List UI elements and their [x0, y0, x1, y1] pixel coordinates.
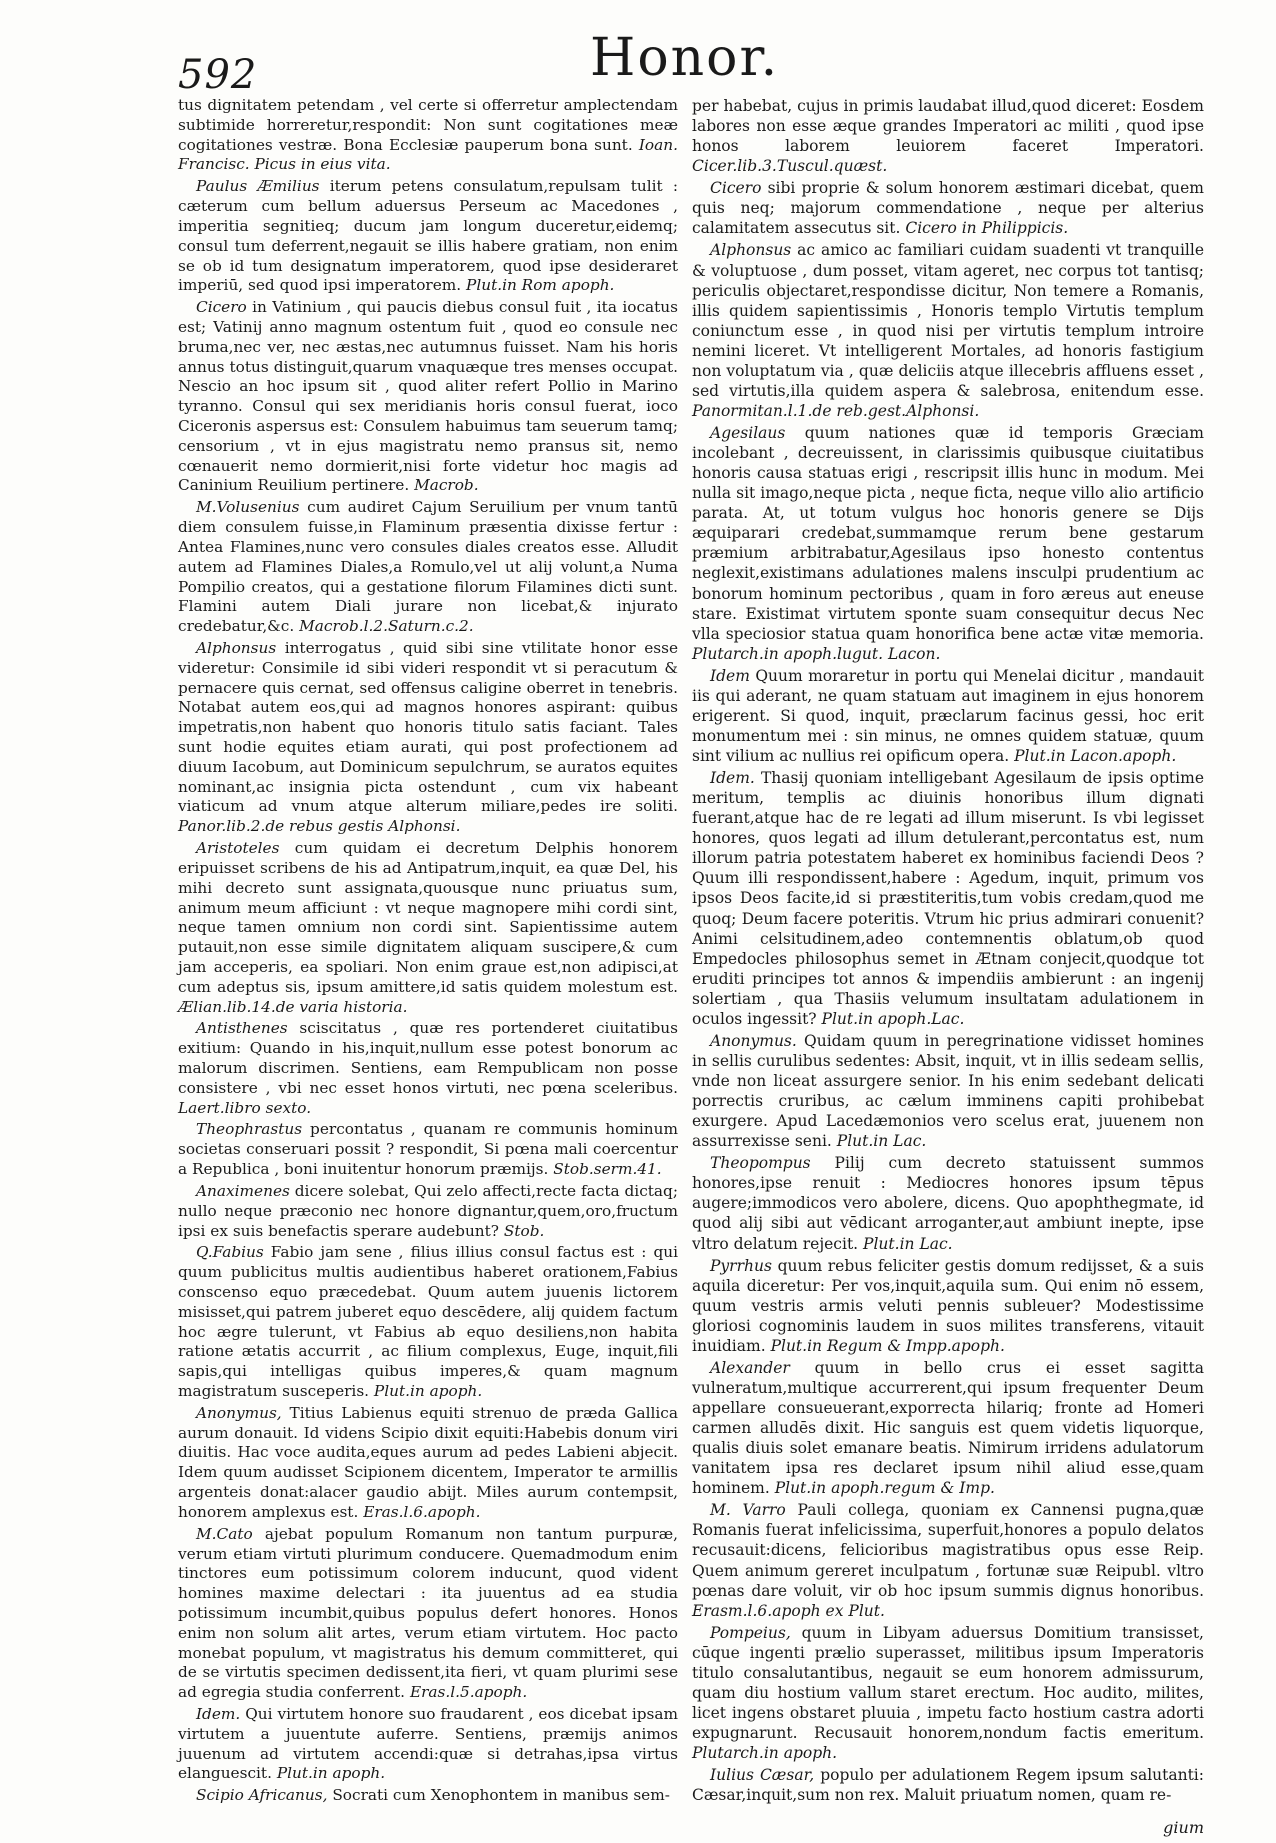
- speaker-name: Agesilaus: [710, 424, 786, 442]
- entry-text: cum audiret Cajum Seruilium per vnum tantū diem consulem fuisse,in Flaminum præsentia dixisse fertur : Antea Flamines,nunc vero consules diales creatos esse. Alludit autem ad Flamines Diales,a Romulo,vel ut alij volunt,a Numa Pompilio creatos, qui a gestatione filorum Filamines dicti sunt. Flamini autem Diali jurare non licebat,& injurato credebatur,&c.: [178, 498, 678, 636]
- source-citation: Macrob.l.2.Saturn.c.2.: [299, 617, 474, 636]
- source-citation: Stob.: [503, 1221, 545, 1240]
- apophthegm-entry: [178, 298, 678, 496]
- entry-text: Socrati cum Xenophontem in manibus sem-: [332, 1786, 670, 1805]
- entry-text: Pilij cum decreto statuissent summos honores,ipse renuit : Mediocres honores ipsum tēpus augere;immodicos vero abolere, dicens. Quo apophthegmate, id quod alij sibi aut vēdicant arroganter,aut ambiunt inepte, ipse vltro delatum rejecit.: [692, 1154, 1204, 1253]
- entry-text: per habebat, cujus in primis laudabat illud,quod diceret: Eosdem labores non esse æque grandes Imperatori ac militi , quod ipse honos laborem leuiorem faceret Imperatori.: [692, 97, 1204, 156]
- apophthegm-entry: [178, 96, 678, 175]
- entry-text: tus dignitatem petendam , vel certe si offerretur amplectendam subtimide horreretur,respondit: Non sunt cogitationes meæ cogitationes vestræ. Bona Ecclesiæ pauperum bona sunt.: [178, 96, 678, 154]
- entry-text: dicere solebat, Qui zelo affecti,recte facta dictaq; nullo neque præconio nec honore dignantur,quem,oro,fructum ipsi ex suis benefactis sperare audebunt?: [178, 1181, 678, 1240]
- entry-text: Titius Labienus equiti strenuo de præda Gallica aurum donauit. Id videns Scipio dixit equiti:Habebis donum viri diuitis. Hac voce audita,eques aurum ad pedes Labieni abjecit. Idem quum audisset Scipionem dicentem, Imperator te armillis argenteis donat:alacer gaudio abijt. Miles aurum contempsit, honorem amplexus est.: [178, 1403, 678, 1521]
- speaker-name: Pompeius,: [710, 1623, 791, 1642]
- entry-text: sibi proprie & solum honorem æstimari dicebat, quem quis neq; majorum commendatione , neque per alterius calamitatem assecutus sit.: [692, 179, 1204, 238]
- entry-text: interrogatus , quid sibi sine vtilitate honor esse videretur: Consimile id sibi videri respondit vt si peracutum & pernacere quis cernat, sed offensus caligine oberret in tenebris. Notabat autem eos,qui ad magnos honores aspirant: quibus impetratis,non habent quo honoris titulo satis faciant. Tales sunt hodie equites etiam aurati, qui post profectionem ad diuum Iacobum, aut Dominicum sepulchrum, se auratos equites nominant,ac insignia picta ostendunt , cum vix habeant viaticum ad vnum atque alterum miliare,pedes ire soliti.: [178, 638, 678, 816]
- entry-text: sciscitatus , quæ res portenderet ciuitatibus exitium: Quando in his,inquit,nullum esse potest bonorum ac malorum discrimen. Sentiens, eam Rempublicam non posse consistere , vbi nec esset honos virtuti, nec pœna sceleribus.: [178, 1019, 678, 1097]
- entry-text: quum in bello crus ei esset sagitta vulneratum,multique accurrerent,qui ipsum frequenter Deum appellare consueuerant,exporrecta hilariq; fronte ad Homeri carmen alludēs dixit. Hic sanguis est quem videtis liquorque, qualis diuis solet emanare beatis. Nimirum irridens adulatorum vanitatem ipsa res declaret ipsum nihil aliud esse,quam hominem.: [692, 1358, 1205, 1498]
- speaker-name: Paulus Æmilius: [196, 177, 320, 196]
- source-citation: Plutarch.in apoph.: [692, 1744, 838, 1763]
- entry-text: Thasij quoniam intelligebant Agesilaum de ipsis optime meritum, templis ac diuinis honoribus illum dignati fuerant,atque hac de re legati ad illum miserunt. Is vbi legisset honores, quos legati ad illum detulerant,percontatus est, num illorum patria potestatem haberet ex hominibus faciendi Deos ? Quum illi respondissent,habere : Agedum, inquit, primum vos ipsos Deos facite,id si præstiteritis,tum vobis credam,quod me quoq; Deum facere poteritis. Vtrum hic prius admirari conuenit? Animi celsitudinem,adeo contemnentis oblatum,ob quod Empedocles philosophus semet in Ætnam conjecit,quodque tot eruditi principes tot annos & impendiis ambierunt : an ingenij solertiam , qua Thasiis velumum insultatam adulationem in oculos ingessit?: [692, 769, 1204, 1028]
- source-citation: Cicer.lib.3.Tuscul.quæst.: [692, 157, 888, 176]
- source-citation: Plut.in apoph.Lac.: [821, 1009, 965, 1028]
- apophthegm-entry: [178, 177, 678, 296]
- entry-text: Fabio jam sene , filius illius consul factus est : qui quum publicitus multis audientibus haberet orationem,Fabius conscenso equo præcedebat. Quum autem juuenis lictorem misisset,qui patrem juberet equo descēdere, alij quidem factum hoc ægre tulerunt, vt Fabius ab equo desiliens,non habita ratione ætatis accurrit , ac filium complexus, Euge, inquit,fili sapis,qui intelligas quibus imperes,& quam magnum magistratum susceperis.: [178, 1243, 678, 1400]
- source-citation: Plut.in Regum & Impp.apoph.: [770, 1336, 1005, 1355]
- speaker-name: M. Varro: [710, 1501, 786, 1520]
- speaker-name: Idem.: [710, 769, 755, 788]
- speaker-name: Cicero: [196, 298, 247, 317]
- apophthegm-entry: [178, 1182, 678, 1241]
- apophthegm-entry: [692, 1358, 1204, 1498]
- speaker-name: M.Cato: [196, 1524, 253, 1543]
- source-citation: Plut.in apoph.: [373, 1382, 483, 1400]
- apophthegm-entry: [692, 1031, 1204, 1151]
- entry-text: Pauli collega, quoniam ex Cannensi pugna,quæ Romanis fuerat infelicissima, superfuit,honores a populo delatos recusauit:dicens, felicioribus magistratibus opus esse Reip. Quem animum gereret inculpatum , fortunæ suæ Reipubl. vltro pœnas dare voluit, vir ob hoc ipsum summis dignus honoribus.: [692, 1501, 1204, 1600]
- apophthegm-entry: [692, 1623, 1204, 1763]
- apophthegm-entry: [692, 1500, 1204, 1620]
- source-citation: Laert.libro sexto.: [178, 1098, 312, 1117]
- apophthegm-entry: [178, 839, 678, 1017]
- apophthegm-entry: [692, 768, 1204, 1029]
- right-column: [692, 96, 1204, 1807]
- source-citation: Plut.in Lacon.apoph.: [1014, 747, 1177, 765]
- apophthegm-entry: [178, 1404, 678, 1523]
- speaker-name: Idem: [710, 666, 750, 685]
- speaker-name: Alexander: [710, 1358, 790, 1377]
- catchword: gium: [1163, 1818, 1204, 1837]
- speaker-name: Antisthenes: [196, 1019, 288, 1038]
- entry-text: populo per adulationem Regem ipsum salutanti: Cæsar,inquit,sum non rex. Maluit priuatum nomen, quam re-: [692, 1766, 1204, 1805]
- running-head: Honor.: [590, 28, 780, 88]
- entry-text: ac amico ac familiari cuidam suadenti vt tranquille & voluptuose , dum posset, vitam ageret, nec corpus tot tantisq; periculis objectaret,respondisse dicitur, Non temere a Romanis, illis quidem sapientissimis , Honoris templo Virtutis templum coniunctum esse , in quod nisi per virtutis templum introire nemini liceret. Vt intelligerent Mortales, ad honoris fastigium non voluptatum via , quæ deliciis atque illecebris affluens esset , sed virtutis,illa quidem aspera & salebrosa, enitendum esse.: [692, 241, 1204, 400]
- entry-text: quum nationes quæ id temporis Græciam incolebant , decreuissent, in clarissimis quibusque ciuitatibus honoris causa statuas erigi , rescripsit illis hunc in modum. Mei nulla sit imago,neque picta , neque ficta, neque villo alio artificio parata. At, ut totum vulgus hoc honoris genere se Dijs æquiparari credebat,summamque rerum bene gestarum præmium arbitrabatur,Agesilaus ipso honesto contentus neglexit,existimans adulationes malens insculpi prudentium ac bonorum hominum pectoribus , quam in foro æreus aut eneuse stare. Existimat virtutem sponte suam consequitur decus Nec vlla speciosior statua quam honorifica bene actæ vitæ memoria.: [692, 424, 1204, 643]
- apophthegm-entry: [178, 1243, 678, 1402]
- apophthegm-entry: [692, 1256, 1204, 1356]
- source-citation: Ioan. Francisc. Picus in eius vita.: [178, 135, 678, 174]
- source-citation: Plut.in Lac.: [863, 1234, 953, 1253]
- apophthegm-entry: [692, 96, 1204, 176]
- entry-text: ajebat populum Romanum non tantum purpuræ, verum etiam virtuti plurimum conducere. Quemadmodum enim tinctores eum potissimum colorem inducunt, quod vident homines maxime delectari : ita juuentus ad ea studia potissimum incumbit,quibus populus defert honores. Honos enim non solum alit artes, verum etiam virtutem. Hoc pacto monebat populum, vt magistratus his demum committeret, qui de se virtutis specimen dedissent,ita fieri, vt quam plurimi sese ad egregia studia conferrent.: [178, 1524, 678, 1702]
- speaker-name: Scipio Africanus,: [196, 1786, 328, 1805]
- speaker-name: Pyrrhus: [710, 1256, 772, 1275]
- source-citation: Panor.lib.2.de rebus gestis Alphonsi.: [178, 817, 461, 836]
- speaker-name: M.Volusenius: [196, 498, 300, 517]
- speaker-name: Theopompus: [710, 1154, 811, 1173]
- apophthegm-entry: [178, 1786, 678, 1806]
- entry-text: cum quidam ei decretum Delphis honorem eripuisset scribens de his ad Antipatrum,inquit, ea quæ Del, his mihi decreto sunt assignata,quousque nunc priuatus sum, animum meum afficiunt : vt neque magnopere mihi cordi sint, neque tamen omnium non cordi sint. Sapientissime autem putauit,non esse simile dignitatem aliquam suscipere,& cum jam acceperis, ea spoliari. Non enim graue est,non adipisci,at cum adeptus sis, ipsum amittere,id satis quidem molestum est.: [178, 839, 678, 996]
- left-column: [178, 96, 678, 1808]
- speaker-name: Cicero: [710, 179, 762, 198]
- speaker-name: Alphonsus: [196, 638, 277, 657]
- apophthegm-entry: [178, 1019, 678, 1118]
- apophthegm-entry: [692, 1153, 1204, 1253]
- source-citation: Eras.l.6.apoph.: [363, 1502, 481, 1521]
- source-citation: Plutarch.in apoph.lugut. Lacon.: [692, 644, 941, 663]
- entry-text: Qui virtutem honore suo fraudarent , eos dicebat ipsam virtutem a juuentute auferre. Sentiens, præmijs animos juuenum ad virtutem accendi:quæ si detrahas,ipsa virtus elanguescit.: [178, 1705, 678, 1783]
- source-citation: Cicero in Philippicis.: [905, 219, 1069, 238]
- source-citation: Macrob.: [414, 476, 479, 495]
- apophthegm-entry: [692, 666, 1204, 766]
- speaker-name: Alphonsus: [710, 241, 792, 260]
- entry-text: quum in Libyam aduersus Domitium transisset, cūque ingenti prælio superasset, militibus ipsum Imperatoris titulo consalutantibus, negauit se eum honorem admissurum, quam diu hostium vallum staret erectum. Hoc audito, milites, licet ingens obstaret pluuia , impetu facto hostium castra adorti expugnarunt. Recusauit honorem,nondum factis emeritum.: [692, 1623, 1204, 1742]
- speaker-name: Anonymus.: [710, 1031, 797, 1050]
- folio-number: 592: [178, 52, 258, 98]
- speaker-name: Anonymus,: [196, 1403, 282, 1422]
- entry-text: percontatus , quanam re communis hominum societas conseruari possit ? respondit, Si pœna mali coercentur a Republica , boni inuitentur honorum præmijs.: [178, 1120, 678, 1179]
- apophthegm-entry: [178, 498, 678, 637]
- speaker-name: Anaximenes: [196, 1181, 290, 1200]
- apophthegm-entry: [692, 240, 1204, 421]
- source-citation: Plut.in apoph.: [276, 1764, 386, 1783]
- source-citation: Eras.l.5.apoph.: [409, 1683, 528, 1702]
- entry-text: Quidam quum in peregrinatione vidisset homines in sellis curulibus sedentes: Absit, inquit, vt in illis sedeam sellis, vnde non liceat assurgere senior. In his enim sedebant delicati porrectis cruribus, ac cælum imminens capiti prohibebat exurgere. Apud Lacedæmonios vero scelus erat, juuenem non assurrexisse seni.: [692, 1031, 1204, 1151]
- speaker-name: Q.Fabius: [196, 1243, 264, 1262]
- apophthegm-entry: [178, 639, 678, 837]
- entry-text: Quum moraretur in portu qui Menelai dicitur , mandauit iis qui aderant, ne quam statuam aut imaginem in ejus honorem erigerent. Si quod, inquit, præclarum facinus gessi, hoc erit monumentum mei : sin minus, ne omnes quidem statuæ, quum sint vilium ac nullius rei opificum opera.: [692, 666, 1204, 765]
- apophthegm-entry: [692, 423, 1204, 664]
- speaker-name: Idem.: [196, 1705, 241, 1723]
- source-citation: Plut.in apoph.regum & Imp.: [774, 1479, 995, 1498]
- entry-text: quum rebus feliciter gestis domum redijsset, & a suis aquila diceretur: Per vos,inquit,aquila sum. Qui enim nō essem, quum vestris armis veluti pennis subleuer? Modestissime gloriosi cognominis laudem in suos milites transferens, vitauit inuidiam.: [692, 1256, 1204, 1355]
- speaker-name: Iulius Cæsar,: [710, 1766, 815, 1785]
- source-citation: Stob.serm.41.: [553, 1160, 662, 1179]
- apophthegm-entry: [178, 1120, 678, 1179]
- apophthegm-entry: [692, 1765, 1204, 1805]
- entry-text: iterum petens consulatum,repulsam tulit : cæterum cum bellum aduersus Perseum ac Macedones , imperitia segnitieq; ducum jam longum duceretur,eidemq; consul tum deferrent,negauit se illis habere gratiam, non enim se ob id tum designatum imperatorem, quod ipse desideraret imperiū, sed quod ipsi imperatorem.: [178, 177, 678, 295]
- apophthegm-entry: [178, 1525, 678, 1703]
- source-citation: Panormitan.l.1.de reb.gest.Alphonsi.: [692, 401, 980, 420]
- source-citation: Ælian.lib.14.de varia historia.: [178, 997, 408, 1016]
- source-citation: Erasm.l.6.apoph ex Plut.: [692, 1601, 885, 1620]
- source-citation: Plut.in Lac.: [836, 1132, 927, 1151]
- speaker-name: Theophrastus: [196, 1120, 303, 1139]
- source-citation: Plut.in Rom apoph.: [466, 276, 615, 295]
- apophthegm-entry: [692, 178, 1204, 238]
- apophthegm-entry: [178, 1705, 678, 1784]
- entry-text: in Vatinium , qui paucis diebus consul fuit , ita iocatus est; Vatinij anno magnum ostentum fuit , quod eo consule nec bruma,nec ver, nec æstas,nec autumnus fuisset. Nam his horis annus totus distinguit,quarum vnaquæque tres menses occupat. Nescio an hoc ipsum sit , quod aliter refert Pollio in Marino tyranno. Consul qui sex meridianis horis consul fuerat, ioco Ciceronis aspersus est: Consulem habuimus tam seuerum tamq; censorium , vt in ejus magistratu nemo pransus sit, nemo cœnauerit nemo dormierit,nisi forte videtur hoc magis ad Caninium Reuilium pertinere.: [178, 298, 678, 495]
- speaker-name: Aristoteles: [196, 839, 280, 858]
